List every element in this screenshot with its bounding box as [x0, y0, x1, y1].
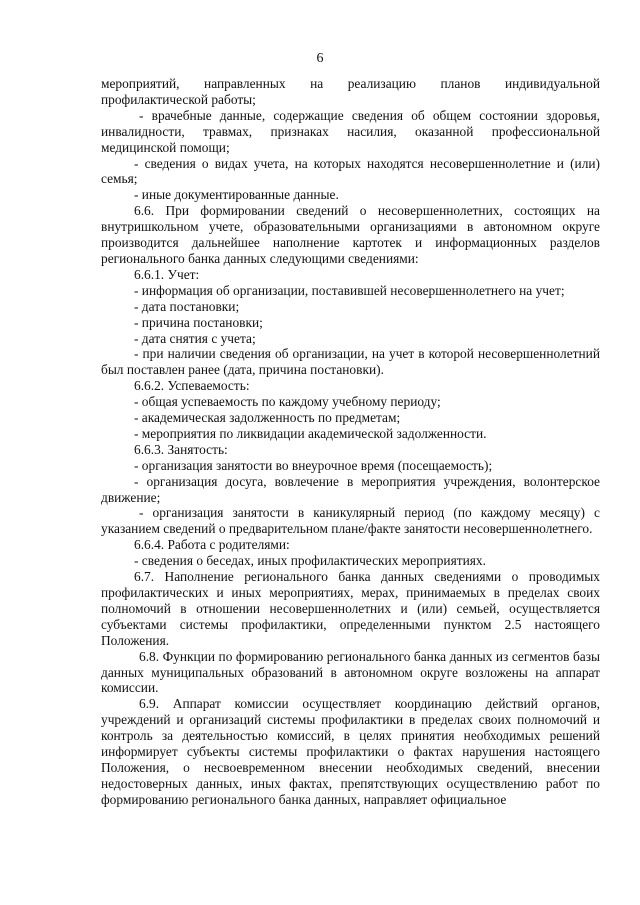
- paragraph: - дата постановки;: [134, 298, 240, 314]
- paragraph: - общая успеваемость по каждому учебному периоду;: [134, 394, 441, 410]
- paragraph: - мероприятия по ликвидации академической задолженности.: [134, 425, 487, 441]
- paragraph: - врачебные данные, содержащие сведения об общем состоянии здоровья, инвалидности, травмах, признаках насилия, оказанной профессиональной медицинской помощи;: [101, 107, 600, 155]
- document-body: [101, 76, 600, 808]
- paragraph: - сведения о видах учета, на которых находятся несовершеннолетние и (или) семья;: [101, 155, 600, 187]
- page-number: 6: [316, 51, 324, 66]
- paragraph: мероприятий, направленных на реализацию планов индивидуальной профилактической работы;: [101, 76, 600, 107]
- paragraph: - сведения о беседах, иных профилактических мероприятиях.: [134, 553, 486, 569]
- paragraph: - дата снятия с учета;: [134, 330, 256, 346]
- paragraph: - организация занятости во внеурочное время (посещаемость);: [134, 457, 493, 473]
- paragraph: - иные документированные данные.: [134, 187, 339, 203]
- paragraph: 6.6.1. Учет:: [134, 266, 200, 282]
- paragraph: - академическая задолженность по предметам;: [134, 410, 401, 426]
- paragraph: - информация об организации, поставившей несовершеннолетнего на учет;: [134, 282, 565, 298]
- paragraph: 6.7. Наполнение регионального банка данных сведениями о проводимых профилактических и иных мероприятиях, мерах, принимаемых в пределах своих полномочий в отношении несовершеннолетних и (или) семьей, осуществляется субъектами системы профилактики, определенными пунктом 2.5 настоящего Положения.: [101, 569, 600, 648]
- paragraph: 6.6.4. Работа с родителями:: [134, 537, 290, 553]
- paragraph: 6.6. При формировании сведений о несовершеннолетних, состоящих на внутришкольном учете, образовательными организациями в автономном округе производится дальнейшее наполнение картотек и информационных разделов регионального банка данных следующими сведениями:: [101, 203, 600, 266]
- paragraph: - при наличии сведения об организации, на учет в которой несовершеннолетний был поставлен ранее (дата, причина постановки).: [101, 346, 600, 378]
- paragraph: - причина постановки;: [134, 314, 263, 330]
- paragraph: 6.9. Аппарат комиссии осуществляет координацию действий органов, учреждений и организаций системы профилактики в пределах своих полномочий и контроль за деятельностью комиссий, в целях принятия необходимых решений информирует субъекты системы профилактики о фактах нарушения настоящего Положения, о несвоевременном внесении необходимых сведений, внесении недостоверных данных, иных фактах, препятствующих осуществлению работ по формированию регионального банка данных, направляет официальное: [101, 696, 600, 807]
- paragraph: 6.6.2. Успеваемость:: [134, 378, 250, 394]
- paragraph: - организация досуга, вовлечение в мероприятия учреждения, волонтерское движение;: [101, 473, 600, 505]
- paragraph: 6.6.3. Занятость:: [134, 441, 228, 457]
- paragraph: 6.8. Функции по формированию регионального банка данных из сегментов базы данных муниципальных образований в автономном округе возложены на аппарат комиссии.: [101, 648, 600, 696]
- paragraph: - организация занятости в каникулярный период (по каждому месяцу) с указанием сведений о предварительном плане/факте занятости несовершеннолетнего.: [101, 505, 600, 537]
